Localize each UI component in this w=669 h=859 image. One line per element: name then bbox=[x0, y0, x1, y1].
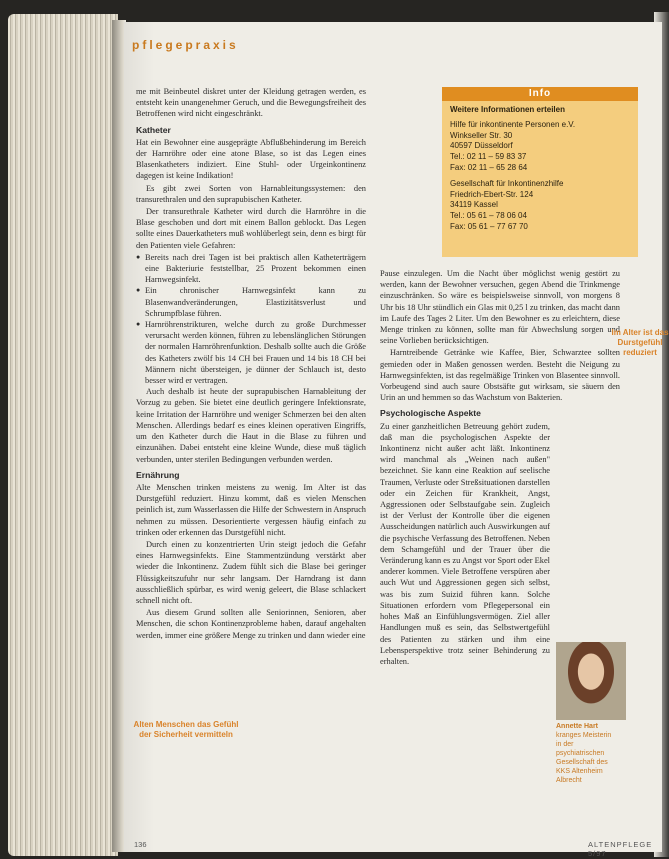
page-number: 136 bbox=[134, 840, 147, 849]
risk-list bbox=[136, 252, 366, 386]
paragraph: Pause einzulegen. Um die Nacht über möglichst wenig gestört zu werden, kann der Bewohner versuchen, gegen Abend die Trinkmenge einzuschränken. So wäre es beispielsweise sinnvoll, von morgens 8 Uhr bis 18 Uhr stündlich ein Glas mit 0,25 l zu trinken, das macht dann im Laufe des Tages 2 Liter. Um den Bewohner es zu erleichtern, diese Menge trinken zu können, sollte man für Abwechslung sorgen und seine Vorlieben berücksichtigen. bbox=[380, 269, 620, 346]
paragraph: Auch deshalb ist heute der suprapubischen Harnableitung der Vorzug zu geben. Sie bietet eine deutlich geringere Infektionsrate, keine Irritation der Harnröhre und weniger Schmerzen bei den alten Menschen. Allerdings bedarf es eines kleinen operativen Eingriffs, um den Katheter durch die Haut in die Blase zu führen und einzunähen. Dabei entsteht eine kleine Wunde, diese muß täglich verbunden, unter sterilen Bedingungen verbunden werden. bbox=[136, 387, 366, 464]
list-item: ● Harnröhrenstrikturen, welche durch zu große Durchmesser verursacht werden können, führen zu lebenslänglichen Störungen der normalen Harnröhrenfunktion. Deshalb sollte auch die Größe des Katheters zwölf bis 14 CH bei Frauen und 14 bis 18 CH bei Männern nicht übersteigen, je dünner der Schlauch ist, desto besser wird er vertragen. bbox=[136, 319, 366, 386]
heading-katheter: Katheter bbox=[136, 124, 171, 135]
running-head: pflegepraxis bbox=[132, 38, 239, 52]
list-item: ● Bereits nach drei Tagen ist bei praktisch allen Katheterträgern eine Bakteriurie feststellbar, 25 Prozent bekommen einen Harnwegsinfekt. bbox=[136, 252, 366, 286]
publication-footer: ALTENPFLEGE 5/97 bbox=[588, 840, 653, 858]
author-photo bbox=[556, 642, 626, 720]
photo-caption bbox=[556, 722, 616, 785]
paragraph: Es gibt zwei Sorten von Harnableitungssystemen: den transurethralen und den suprapubischen Katheter. bbox=[136, 183, 366, 204]
magazine-page bbox=[124, 22, 669, 858]
paragraph: Durch einen zu konzentrierten Urin steigt jedoch die Gefahr eines Harnwegsinfekts. Eine Stammentzündung verstärkt aber wieder die Inkontinenz. Zudem fühlt sich die Blase bei geringer Flüssigkeitszufuhr nur sehr langsam. Der Harndrang ist dann ausschließlich spürbar, es wird wenig geleert, die Blase schlackert schnell nicht oft. bbox=[136, 539, 366, 605]
info-address-1: Hilfe für inkontinente Personen e.V. Winkseller Str. 30 40597 Düsseldorf Tel.: 02 11 – 59 83 37 Fax: 02 11 – 65 28 64 bbox=[450, 119, 576, 172]
lead-paragraph: me mit Beinbeutel diskret unter der Kleidung getragen werden, es entsteht kein unangenehmer Geruch, und die Bewegungsfreiheit des Betroffenen wird nicht eingeschränkt. bbox=[136, 87, 366, 119]
paragraph: Aus diesem Grund sollten alle Seniorinnen, Senioren, aber Menschen, die schon Kontinenzprobleme haben, darauf angehalten werden, immer eine größere Menge zu trinken und dann wieder eine bbox=[136, 608, 366, 640]
info-box-body bbox=[442, 101, 638, 237]
info-address-2: Gesellschaft für Inkontinenzhilfe Friedrich-Ebert-Str. 124 34119 Kassel Tel.: 05 61 – 78 06 04 Fax: 05 61 – 77 67 70 bbox=[450, 178, 564, 231]
pull-quote-left: Alten Menschen das Gefühl der Sicherheit vermitteln bbox=[133, 720, 239, 739]
info-box bbox=[442, 87, 638, 257]
list-item: ● Ein chronischer Harnwegsinfekt kann zu Blasenwandveränderungen, Elastizitätsverlust und Schrumpfblase führen. bbox=[136, 285, 366, 319]
pull-quote-right: Im Alter ist das Durstgefühl reduziert bbox=[611, 328, 669, 357]
paragraph: Der transurethrale Katheter wird durch die Harnröhre in die Blase geschoben und dort mit einem Ballon geblockt. Das Legen sollte eines Dauerkatheters muß wohlüberlegt sein, denn es birgt für den Patienten viele Gefahren: bbox=[136, 207, 366, 250]
paragraph: Alte Menschen trinken meistens zu wenig. Im Alter ist das Durstgefühl reduziert. Hinzu kommt, daß es vielen Menschen peinlich ist, zum Wasserlassen die Hilfe der Schwestern in Anspruch nehmen zu müssen. Desorientierte vergessen häufig einfach zu trinken oder erkennen das Durstgefühl nicht. bbox=[136, 482, 366, 537]
author-role: kranges Meisterin in der psychiatrischen Gesellschaft des KKS Altenheim Albrecht bbox=[556, 732, 612, 784]
heading-psychologische-aspekte: Psychologische Aspekte bbox=[380, 408, 481, 419]
paragraph: Harntreibende Getränke wie Kaffee, Bier, Schwarztee sollten gemieden oder in Maßen genossen werden. Besteht die Neigung zu Harnwegsinfekten, ist das regelmäßige Trinken von Blasentee sinnvoll. Vorbeugend sind auch saure Obstsäfte gut wirksam, sie säuern den Urin an und hemmen so das Wachstum von Bakterien. bbox=[380, 348, 620, 403]
text-column-left bbox=[136, 86, 366, 642]
info-box-title: Weitere Informationen erteilen bbox=[450, 105, 565, 114]
text-column-right bbox=[380, 268, 620, 668]
heading-ernaehrung: Ernährung bbox=[136, 469, 180, 480]
info-box-header: Info bbox=[442, 87, 638, 101]
book-page-edges bbox=[8, 14, 118, 856]
author-name: Annette Hart bbox=[556, 723, 599, 730]
paragraph: Hat ein Bewohner eine ausgeprägte Abflußbehinderung im Bereich der Harnröhre oder eine atone Blase, so ist das Legen eines Blasenkatheters indiziert. Eine Stuhl- oder Urgeinkontinenz dagegen ist keine Indikation! bbox=[136, 137, 366, 181]
paragraph: Zu einer ganzheitlichen Betreuung gehört zudem, daß man die psychologischen Aspekte der Inkontinenz nicht außer acht läßt. Inkontinenz wird manchmal als „Weinen nach außen" bezeichnet. Sie kann eine Reaktion auf seelische Traumen, Verluste oder Streßsituationen darstellen oder ein Zeichen für Krankheit, Angst, Aggressionen oder Selbstaufgabe sein. Zugleich ist der Verlust der Kontrolle über die eigenen Ausscheidungen natürlich auch Auswirkungen auf die psychische Verfassung des Betroffenen. Neben dem Schamgefühl und der Trauer über die Veränderung kann es zu Angst vor Sport oder Ekel anderer kommen. Viele Betroffene verspüren aber auch Wut und Aggressionen gegen sich selbst, was bis zum Suizid führen kann. Solche Situationen erfordern vom Pflegepersonal ein hohes Maß an Einfühlungsvermögen. Ziel aller Handlungen muß es sein, das Selbstwertgefühl des Patienten zu stärken und ihm eine Lebensperspektive trotz seiner Behinderung zu erhalten. bbox=[380, 421, 550, 666]
